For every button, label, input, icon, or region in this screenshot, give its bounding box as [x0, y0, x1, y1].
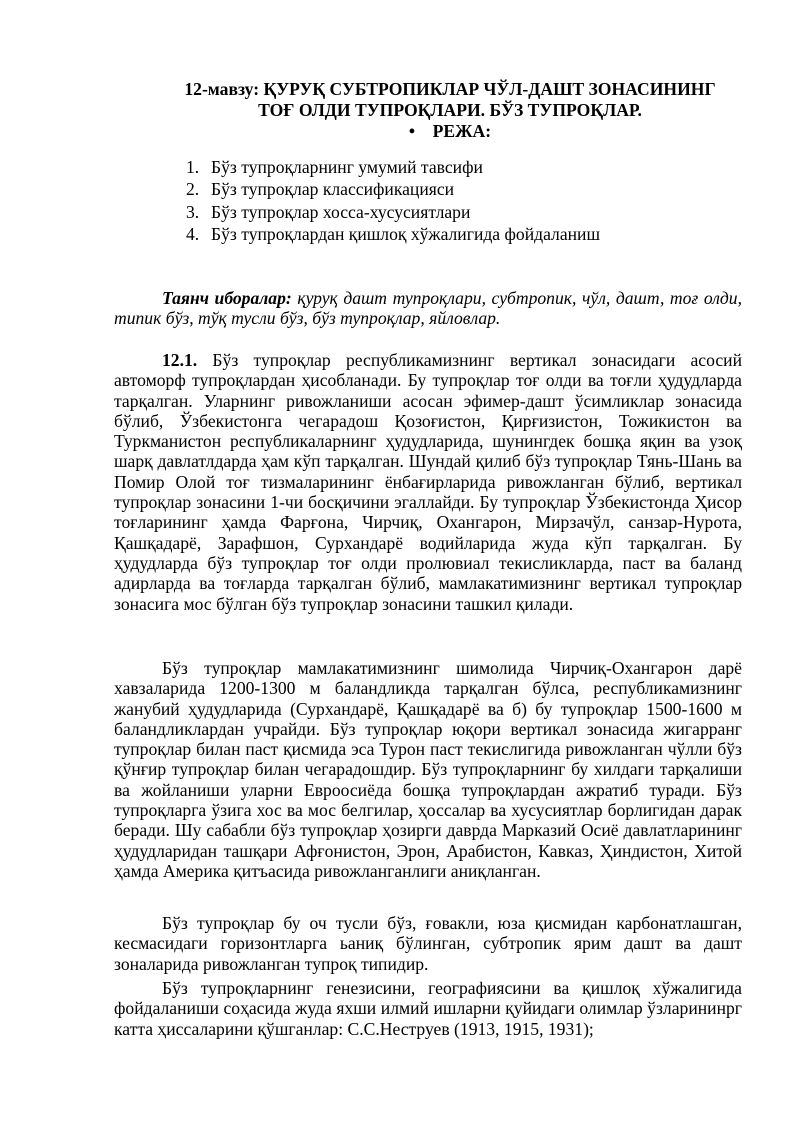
keywords-text: қуруқ дашт тупроқлари, субтропик, чўл, дашт, тоғ олди, типик бўз, тўқ тусли бўз, бўз тупроқлар, яйловлар.	[114, 288, 743, 329]
plan-list	[186, 157, 600, 246]
plan-item	[186, 224, 600, 246]
plan-heading: • РЕЖА:	[408, 121, 492, 141]
keywords-label: Таянч иборалар:	[162, 288, 292, 308]
plan-item-number: 2.	[186, 179, 200, 200]
paragraph-text: Бўз тупроқлар республикамизнинг вертикал зонасидаги асосий автоморф тупроқлардан ҳисобланади. Бу тупроқлар тоғ олди ва тоғли ҳудудларда тарқалган. Уларнинг ривожланиши асосан эфимер-дашт ўсимликлар зонасида бўлиб, Ўзбекистонга чегарадош Қозоғистон, Қирғизистон, Тожикистон ва Туркманистон республикаларнинг ҳудудларида, шунингдек бошқа яқин ва узоқ шарқ давлатлдарда ҳам кўп тарқалган. Шундай қилиб бўз тупроқлар Тянь-Шань ва Помир Олой тоғ тизмаларининг ёнбағирларида ривожланган бўлиб, вертикал тупроқлар зонасини 1-чи босқичини эгаллайди. Бу тупроқлар Ўзбекистонда Ҳисор тоғларининг ҳамда Фарғона, Чирчиқ, Охангарон, Мирзачўл, санзар-Нурота, Қашқадарё, Зарафшон, Сурхандарё водийларида жуда кўп тарқалган. Бу ҳудудларда бўз тупроқлар тоғ олди пролювиал текисликларда, паст ва баланд адирларда ва тоғларда тарқалган бўлиб, мамлакатимизнинг вертикал тупроқлар зонасига мос бўлган бўз тупроқлар зонасини ташкил қилади.	[114, 350, 742, 614]
keywords-paragraph	[114, 288, 742, 329]
plan-item-text: Бўз тупроқлар хосса-хусусиятлари	[211, 201, 471, 222]
body-paragraph-4: Бўз тупроқларнинг генезисини, географиясини ва қишлоқ хўжалигида фойдаланиши соҳасида жуда яхши илмий ишларни қуйидаги олимлар ўзларининрг катта ҳиссаларини қўшганлар: С.С.Неструев (1913, 1915, 1931);	[114, 978, 742, 1039]
plan-item	[186, 179, 600, 201]
plan-item-number: 3.	[186, 201, 200, 222]
plan-item-number: 1.	[186, 157, 200, 177]
page-title-line-1: 12-мавзу: ҚУРУҚ СУБТРОПИКЛАР ЧЎЛ-ДАШТ ЗОНАСИНИНГ	[184, 79, 716, 99]
plan-item-number: 4.	[186, 223, 200, 244]
section-number: 12.1.	[162, 350, 198, 370]
plan-item	[186, 202, 600, 224]
body-paragraph-1	[114, 350, 742, 614]
plan-item-text: Бўз тупроқлардан қишлоқ хўжалигида фойдаланиш	[211, 223, 601, 244]
plan-item-text: Бўз тупроқларнинг умумий тавсифи	[211, 157, 483, 177]
plan-item-text: Бўз тупроқлар классификацияси	[211, 179, 455, 200]
plan-item	[186, 157, 600, 179]
body-paragraph-2: Бўз тупроқлар мамлакатимизнинг шимолида Чирчиқ-Охангарон дарё хавзаларида 1200-1300 м баландликда тарқалган бўлса, республикамизнинг жанубий ҳудудларида (Сурхандарё, Қашқадарё ва б) бу тупроқлар 1500-1600 м баландликлардан учрайди. Бўз тупроқлар юқори вертикал зонасида жигарранг тупроқлар билан паст қисмида эса Турон паст текислигида ривожланган чўлли бўз қўнғир тупроқлар билан чегарадошдир. Бўз тупроқларнинг бу хилдаги тарқалиши ва жойланиши уларни Евроосиёда бошқа тупроқлардан ажратиб туради. Бўз тупроқларга ўзига хос ва мос белгилар, ҳоссалар ва хусусиятлар борлигидан дарак беради. Шу сабабли бўз тупроқлар ҳозирги даврда Марказий Осиё давлатларининг ҳудудларидан ташқари Афғонистон, Эрон, Арабистон, Кавказ, Ҳиндистон, Хитой ҳамда Америка қитъасида ривожланганлиги аниқланган.	[114, 658, 742, 881]
body-paragraph-3: Бўз тупроқлар бу оч тусли бўз, ғовакли, юза қисмидан карбонатлашган, кесмасидаги горизонтларга ьаниқ бўлинган, субтропик ярим дашт ва дашт зоналарида ривожланган тупроқ типидир.	[114, 913, 742, 974]
page-title-line-2: ТОҒ ОЛДИ ТУПРОҚЛАРИ. БЎЗ ТУПРОҚЛАР.	[258, 100, 642, 120]
